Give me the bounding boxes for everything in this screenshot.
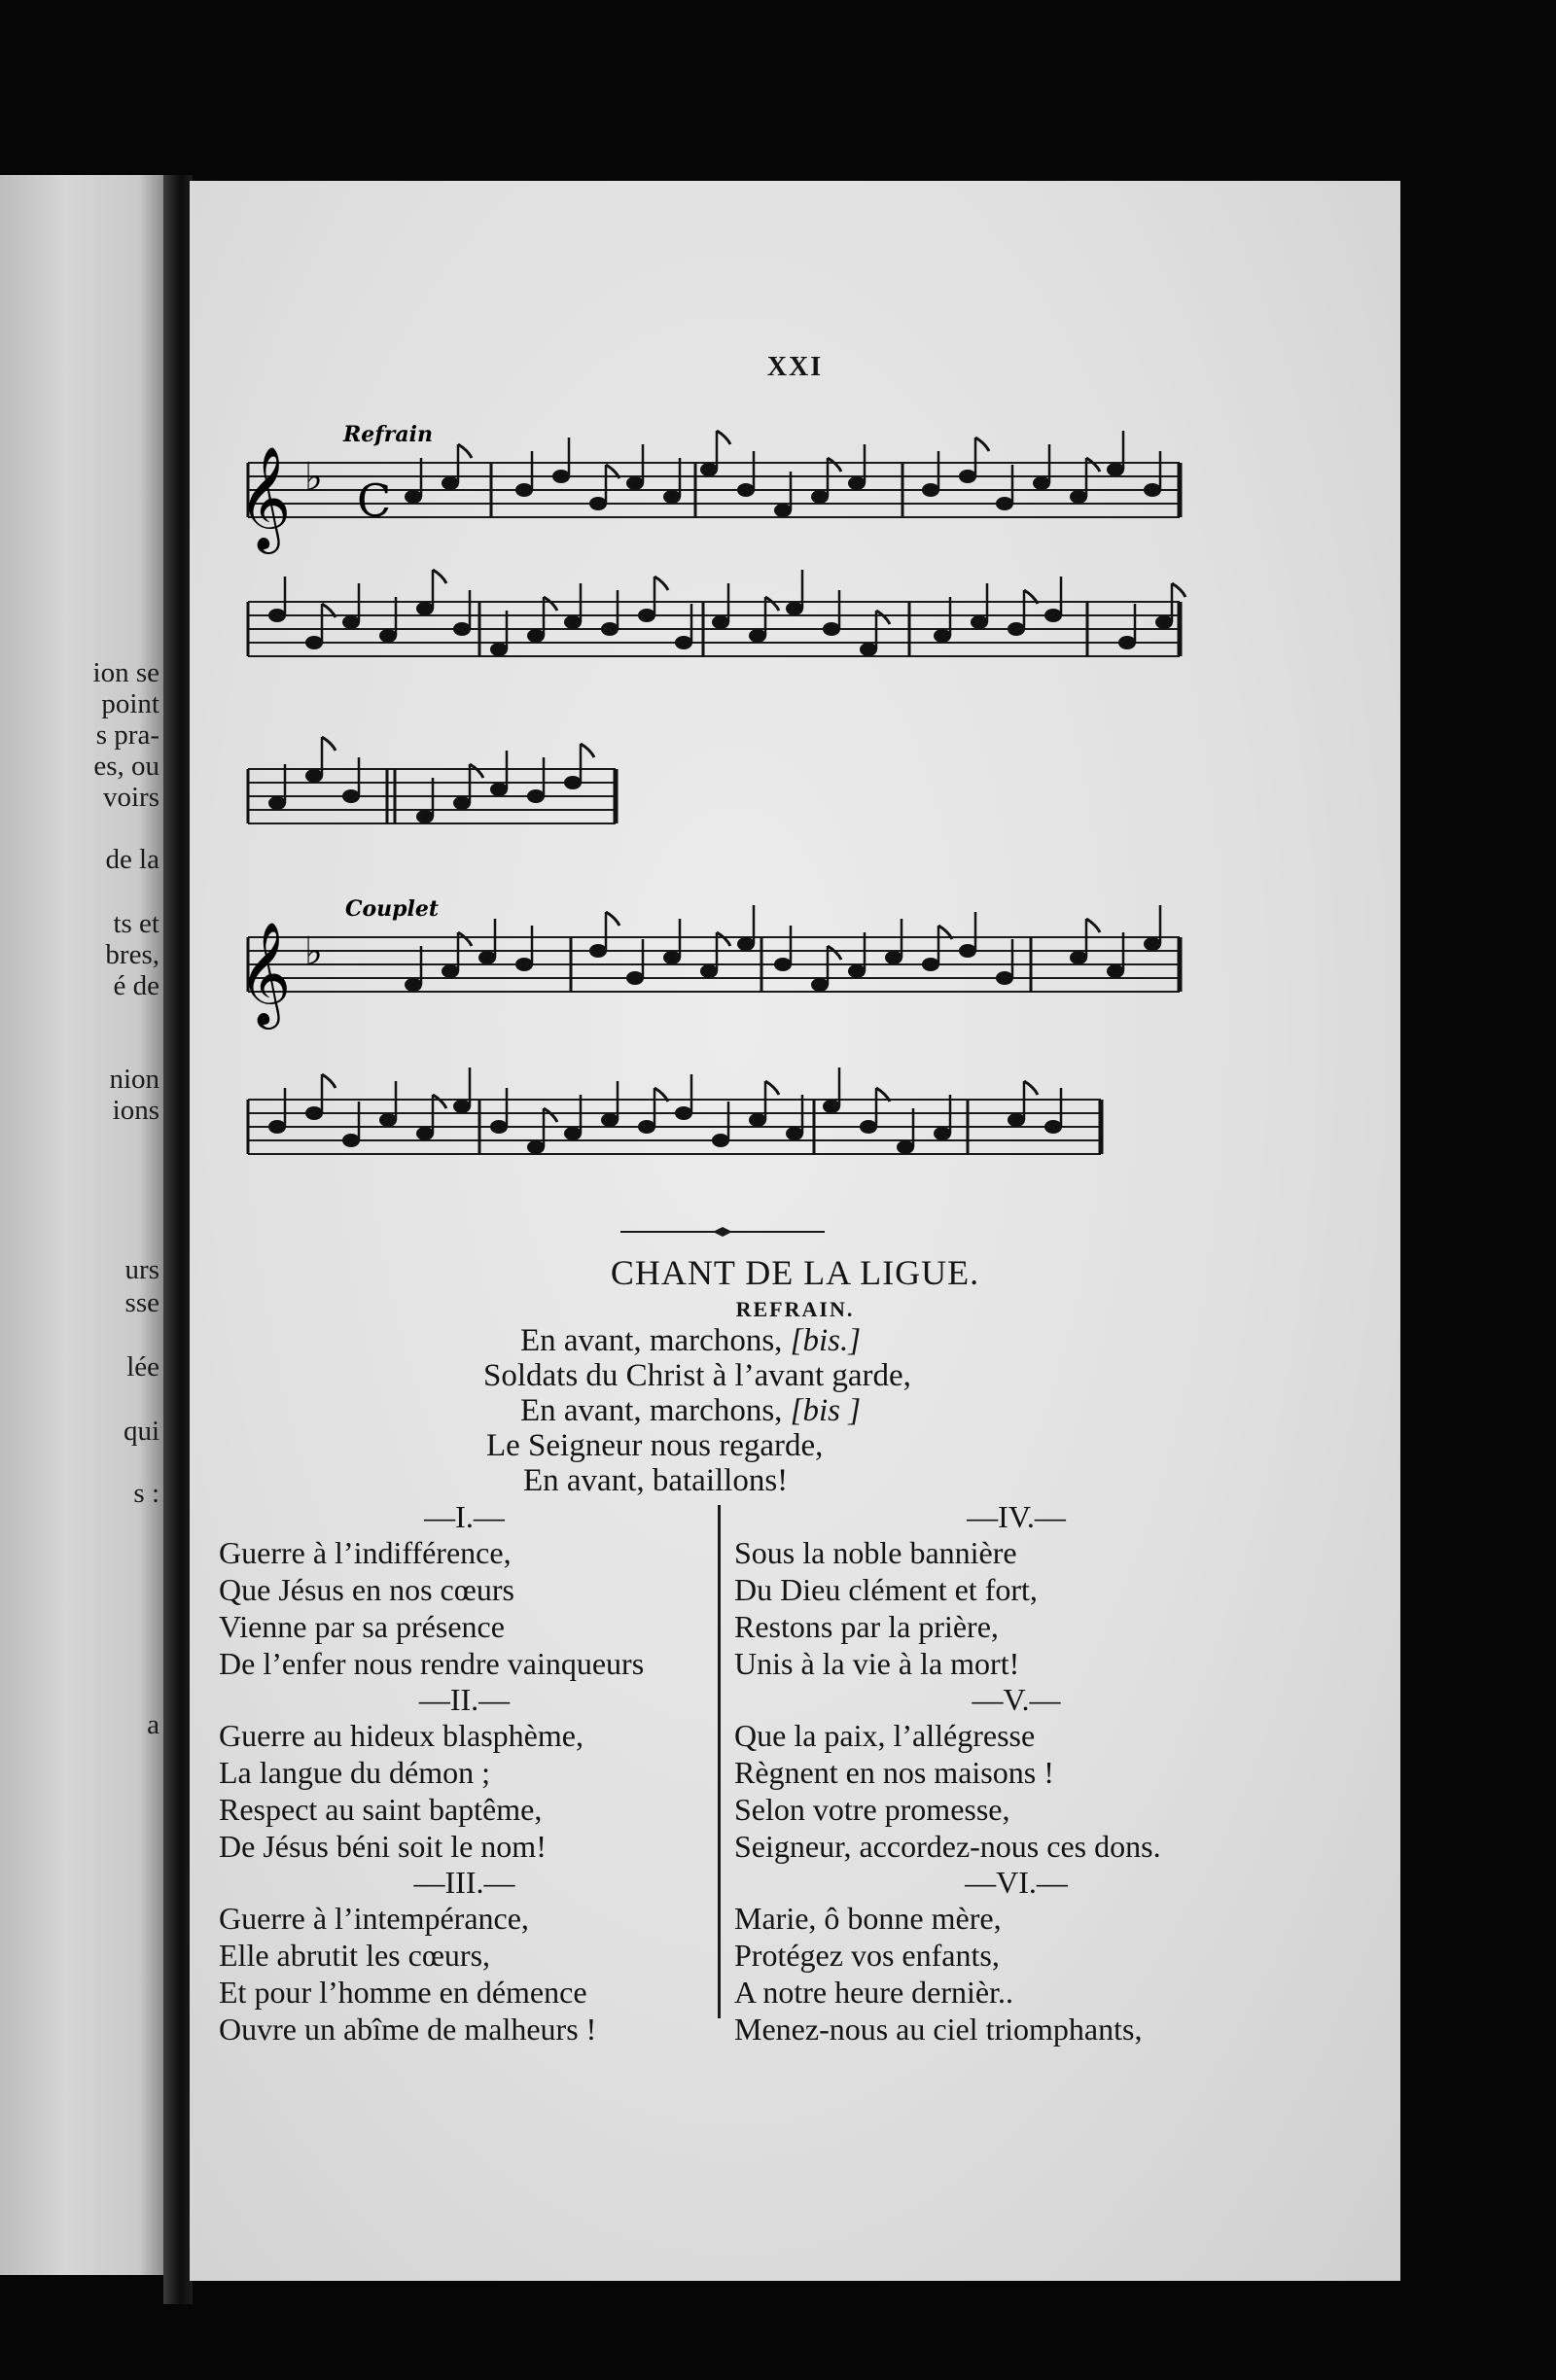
facing-page-fragment: qui [123, 1416, 159, 1447]
note-head [996, 971, 1013, 985]
facing-page-fragment: urs [124, 1254, 159, 1285]
refrain-line: Le Seigneur nous regarde, [486, 1428, 824, 1463]
facing-page-fragment: nion [109, 1064, 159, 1095]
treble-clef-icon: 𝄞 [238, 445, 292, 549]
note-flag [433, 570, 446, 583]
book-page [190, 181, 1400, 2281]
stanza-line: Marie, ô bonne mère, [734, 1901, 1002, 1936]
note-head [934, 1127, 951, 1140]
stanza-line: Du Dieu clément et fort, [734, 1572, 1038, 1607]
treble-clef-icon: 𝄞 [238, 921, 292, 1025]
note-head [342, 615, 360, 629]
note-head [737, 483, 755, 497]
note-head [1044, 1120, 1062, 1134]
facing-page-fragment: es, ou [93, 751, 159, 782]
note-head [527, 789, 545, 803]
stanza-line: Guerre à l’intempérance, [219, 1901, 529, 1936]
refrain-heading: REFRAIN. [735, 1297, 855, 1321]
note-head [515, 958, 533, 971]
stanza-numeral: —V.— [972, 1682, 1061, 1717]
note-head [1107, 463, 1124, 476]
note-flag [765, 1081, 779, 1095]
column-divider [718, 1505, 721, 2018]
stanza-line: Menez-nous au ciel triomphants, [734, 2012, 1143, 2047]
note-flag [1172, 583, 1185, 597]
note-head [774, 504, 792, 517]
note-head [749, 1113, 766, 1127]
facing-page-fragment: s : [133, 1478, 159, 1509]
note-head [564, 1127, 582, 1140]
note-head [589, 944, 607, 958]
note-head [1118, 636, 1136, 649]
note-head [848, 476, 866, 490]
stanza-line: Que Jésus en nos cœurs [219, 1572, 514, 1607]
note-head [971, 615, 988, 629]
facing-page-fragment: ion se [92, 657, 159, 688]
note-head [601, 1113, 619, 1127]
stanza-line: Guerre au hideux blasphème, [219, 1718, 584, 1753]
note-head [515, 483, 533, 497]
note-head [638, 1120, 655, 1134]
note-flag [876, 611, 890, 624]
note-head [663, 951, 681, 964]
stanza-numeral: —I.— [424, 1499, 505, 1534]
note-head [1008, 1113, 1025, 1127]
time-signature: C [357, 474, 392, 527]
note-head [527, 1140, 545, 1154]
stanza-numeral: —III.— [413, 1865, 515, 1900]
note-head [959, 944, 976, 958]
note-flag [975, 438, 989, 451]
note-flag [322, 737, 336, 751]
note-head [1107, 964, 1124, 978]
facing-page-fragment: é de [113, 970, 159, 1001]
note-head [700, 964, 718, 978]
note-head [897, 1140, 914, 1154]
note-flag [1086, 458, 1100, 472]
page-number: XXI [766, 352, 824, 382]
stanza-line: Règnent en nos maisons ! [734, 1755, 1054, 1790]
note-head [490, 783, 508, 796]
note-flag [433, 1095, 446, 1108]
note-head [823, 1100, 840, 1113]
sheet-music [190, 181, 1400, 1211]
note-head [1155, 615, 1173, 629]
note-flag [1086, 919, 1100, 932]
note-head [405, 978, 422, 992]
note-head [811, 490, 829, 504]
note-head [453, 622, 471, 636]
note-head [478, 951, 496, 964]
note-head [675, 636, 692, 649]
note-head [453, 1100, 471, 1113]
stanza-line: Unis à la vie à la mort! [734, 1646, 1020, 1681]
note-head [860, 1120, 877, 1134]
note-head [786, 602, 803, 615]
note-head [811, 978, 829, 992]
repeat-mark: [bis ] [790, 1393, 862, 1428]
note-head [860, 643, 877, 656]
stanza-line: A notre heure dernièr.. [734, 1975, 1013, 2010]
facing-page-fragment: point [101, 688, 159, 719]
note-head [416, 1127, 434, 1140]
note-head [749, 629, 766, 643]
facing-page-fragment: ions [112, 1095, 159, 1126]
note-head [1033, 476, 1050, 490]
refrain-line: En avant, marchons, [bis.] [520, 1323, 862, 1358]
refrain-music-label: Refrain [343, 422, 433, 447]
facing-page-fragment: bres, [105, 939, 159, 970]
stanza-column-left [219, 1499, 710, 2048]
note-head [305, 636, 323, 649]
note-flag [717, 431, 730, 444]
note-head [1144, 937, 1161, 951]
note-head [737, 937, 755, 951]
note-head [552, 470, 570, 483]
note-head [527, 629, 545, 643]
note-flag [458, 444, 472, 458]
note-head [675, 1106, 692, 1120]
note-head [442, 964, 459, 978]
note-head [490, 643, 508, 656]
note-head [712, 1134, 729, 1147]
note-head [885, 951, 902, 964]
stanza-line: Guerre à l’indifférence, [219, 1535, 512, 1570]
note-flag [322, 1074, 336, 1088]
note-head [601, 622, 619, 636]
note-head [564, 776, 582, 789]
facing-page-fragment: de la [105, 844, 159, 875]
stanza-line: Selon votre promesse, [734, 1792, 1010, 1827]
note-head [848, 964, 866, 978]
note-head [663, 490, 681, 504]
stanza-numeral: —II.— [418, 1682, 511, 1717]
note-head [416, 810, 434, 823]
ornament-divider [620, 1224, 825, 1240]
note-head [712, 615, 729, 629]
stanza-line: Restons par la prière, [734, 1609, 999, 1644]
facing-page-fragment: sse [124, 1287, 159, 1318]
stanza-line: Que la paix, l’allégresse [734, 1718, 1036, 1753]
note-head [564, 615, 582, 629]
stanza-line: Et pour l’homme en démence [219, 1975, 587, 2010]
note-head [268, 1120, 286, 1134]
note-flag [606, 912, 619, 926]
stanza-numeral: —VI.— [965, 1865, 1068, 1900]
note-flag [717, 932, 730, 946]
note-flag [828, 946, 841, 960]
facing-page-fragment: a [147, 1709, 159, 1740]
repeat-mark: [bis.] [790, 1323, 862, 1358]
note-flag [470, 764, 483, 778]
note-flag [544, 597, 557, 611]
flat-icon: ♭ [304, 455, 323, 500]
note-head [305, 769, 323, 783]
stanza-line: La langue du démon ; [219, 1755, 491, 1790]
stanza-line: Seigneur, accordez-nous ces dons. [734, 1829, 1161, 1864]
couplet-music-label: Couplet [345, 896, 440, 922]
note-head [379, 1113, 397, 1127]
refrain-line: Soldats du Christ à l’avant garde, [483, 1358, 911, 1393]
note-flag [654, 577, 668, 590]
note-head [342, 1134, 360, 1147]
note-head [774, 958, 792, 971]
stanza-line: Vienne par sa présence [219, 1609, 505, 1644]
note-head [416, 602, 434, 615]
note-flag [581, 744, 594, 757]
stanza-column-right [734, 1499, 1298, 2048]
note-head [305, 1106, 323, 1120]
note-flag [1024, 1081, 1038, 1095]
note-head [453, 796, 471, 810]
note-head [934, 629, 951, 643]
note-head [1070, 490, 1087, 504]
note-head [700, 463, 718, 476]
song-title: CHANT DE LA LIGUE. [610, 1253, 980, 1292]
book-gutter [163, 175, 193, 2304]
note-head [626, 971, 644, 985]
music-staves [248, 463, 1180, 1154]
note-head [1070, 951, 1087, 964]
note-head [1044, 609, 1062, 622]
note-head [268, 796, 286, 810]
note-head [1144, 483, 1161, 497]
note-head [405, 490, 422, 504]
note-head [786, 1127, 803, 1140]
facing-page-fragment: ts et [113, 908, 159, 939]
stanza-line: De Jésus béni soit le nom! [219, 1829, 547, 1864]
note-flag [458, 932, 472, 946]
refrain-line: En avant, bataillons! [523, 1463, 789, 1498]
facing-page [0, 175, 163, 2275]
note-head [342, 789, 360, 803]
note-head [823, 622, 840, 636]
stanza-numeral: —IV.— [967, 1499, 1066, 1534]
note-head [268, 609, 286, 622]
note-head [959, 470, 976, 483]
stanza-line: Protégez vos enfants, [734, 1938, 1000, 1973]
stanza-line: Elle abrutit les cœurs, [219, 1938, 491, 1973]
note-head [1008, 622, 1025, 636]
note-flag [765, 597, 779, 611]
note-head [442, 476, 459, 490]
note-head [922, 483, 939, 497]
stanza-line: Sous la noble bannière [734, 1535, 1017, 1570]
facing-page-fragment: lée [126, 1351, 159, 1382]
note-flag [828, 458, 841, 472]
note-flag [544, 1108, 557, 1122]
note-head [490, 1120, 508, 1134]
stanza-line: De l’enfer nous rendre vainqueurs [219, 1646, 645, 1681]
note-head [638, 609, 655, 622]
facing-page-fragment: voirs [103, 782, 159, 813]
note-head [589, 497, 607, 510]
stanza-line: Respect au saint baptême, [219, 1792, 543, 1827]
flat-icon: ♭ [304, 929, 323, 974]
note-head [379, 629, 397, 643]
refrain-line: En avant, marchons, [bis ] [520, 1393, 862, 1428]
note-head [626, 476, 644, 490]
note-head [996, 497, 1013, 510]
stanza-line: Ouvre un abîme de malheurs ! [219, 2012, 597, 2047]
music-notes [268, 431, 1185, 1154]
facing-page-fragment: s pra- [95, 719, 159, 751]
note-head [922, 958, 939, 971]
